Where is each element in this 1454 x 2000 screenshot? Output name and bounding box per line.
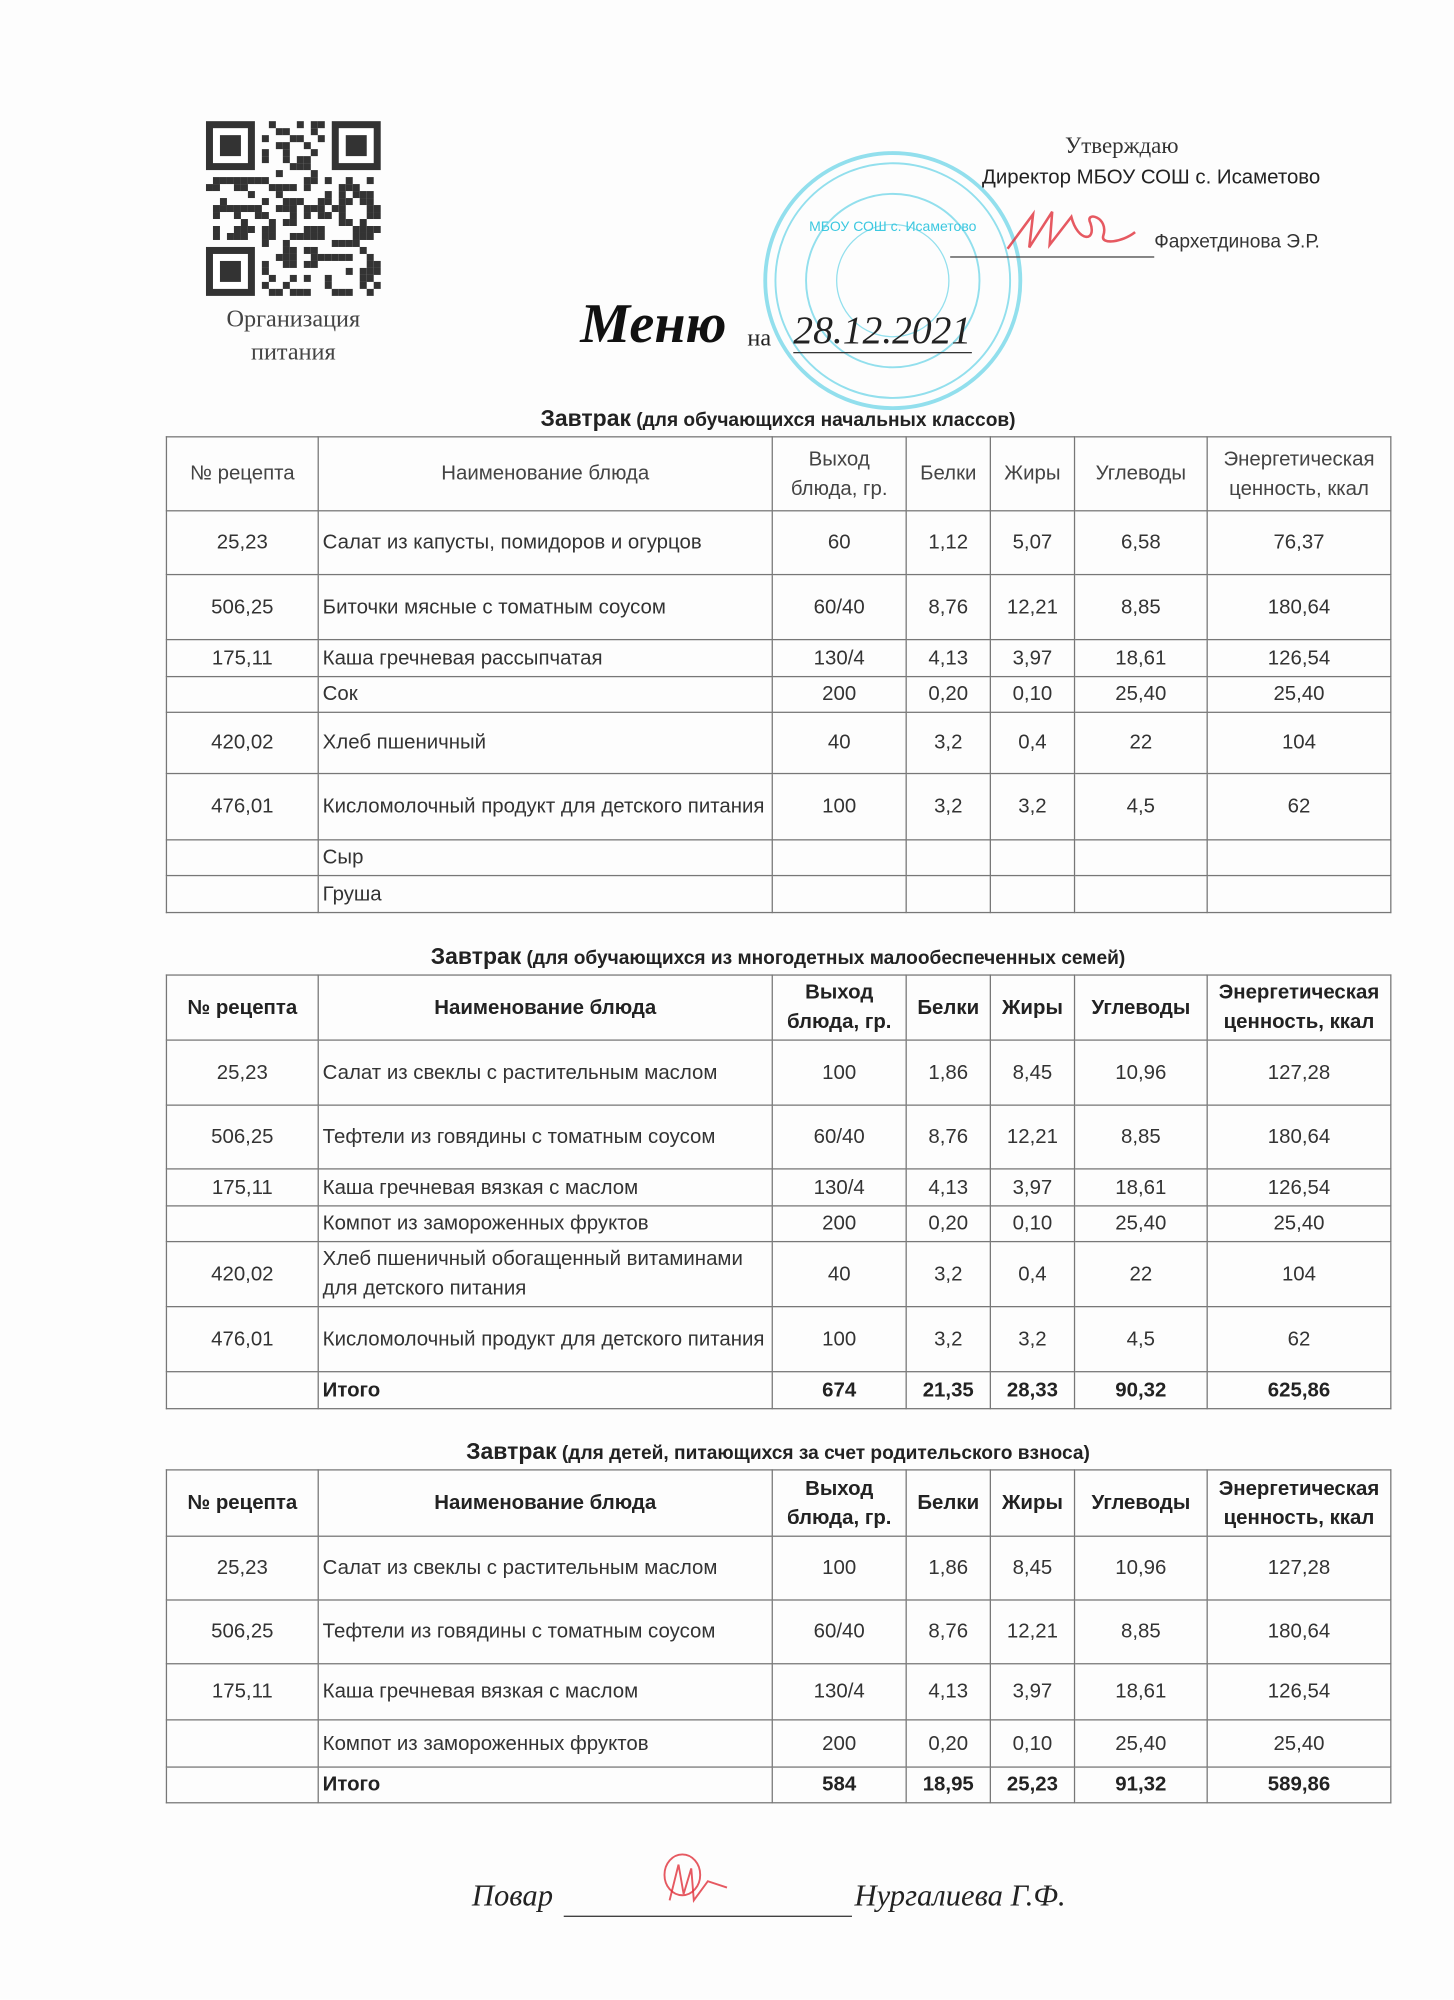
menu-on-label: на — [747, 325, 772, 353]
proteins-cell: 3,2 — [906, 1307, 990, 1372]
dish-name-cell: Сок — [318, 677, 772, 713]
proteins-cell: 8,76 — [906, 575, 990, 640]
menu-table — [166, 1469, 1392, 1803]
fats-cell — [990, 876, 1074, 913]
recipe-number-cell — [166, 840, 318, 876]
table-row — [166, 677, 1390, 713]
dish-name-cell: Компот из замороженных фруктов — [318, 1720, 772, 1767]
fats-cell: 12,21 — [990, 575, 1074, 640]
cook-label: Повар — [471, 1879, 554, 1914]
dish-name-cell: Груша — [318, 876, 772, 913]
proteins-cell — [906, 840, 990, 876]
table-row — [166, 575, 1390, 640]
table-row — [166, 1307, 1390, 1372]
cook-signature — [650, 1849, 739, 1913]
table-header-row — [166, 437, 1390, 511]
dish-name-cell: Сыр — [318, 840, 772, 876]
total-cell: Итого — [318, 1767, 772, 1803]
portion-cell: 100 — [772, 1040, 906, 1105]
total-cell: 91,32 — [1075, 1767, 1208, 1803]
energy-cell: 126,54 — [1207, 1169, 1391, 1206]
section-title-sub: (для обучающихся из многодетных малообеспеченных семей) — [526, 947, 1126, 970]
portion-cell: 200 — [772, 677, 906, 713]
column-header: Жиры — [990, 975, 1074, 1040]
dish-name-cell: Тефтели из говядины с томатным соусом — [318, 1105, 772, 1169]
energy-cell: 25,40 — [1207, 1206, 1391, 1242]
total-cell: 674 — [772, 1372, 906, 1409]
carbs-cell: 10,96 — [1075, 1536, 1208, 1600]
dish-name-cell: Салат из свеклы с растительным маслом — [318, 1040, 772, 1105]
carbs-cell: 8,85 — [1075, 1600, 1208, 1664]
column-header: № рецепта — [166, 975, 318, 1040]
energy-cell: 76,37 — [1207, 511, 1391, 575]
column-header: Наименование блюда — [318, 437, 772, 511]
table-row — [166, 876, 1390, 913]
recipe-number-cell — [166, 876, 318, 913]
fats-cell: 0,10 — [990, 1206, 1074, 1242]
column-header: Белки — [906, 975, 990, 1040]
portion-cell — [772, 876, 906, 913]
energy-cell: 104 — [1207, 1242, 1391, 1307]
cook-signature-line — [564, 1916, 852, 1917]
carbs-cell: 10,96 — [1075, 1040, 1208, 1105]
energy-cell: 62 — [1207, 1307, 1391, 1372]
column-header: Углеводы — [1075, 437, 1208, 511]
fats-cell: 3,97 — [990, 1169, 1074, 1206]
recipe-number-cell: 175,11 — [166, 1169, 318, 1206]
energy-cell: 180,64 — [1207, 575, 1391, 640]
cook-name: Нургалиева Г.Ф. — [854, 1879, 1066, 1914]
proteins-cell: 8,76 — [906, 1600, 990, 1664]
table-row — [166, 640, 1390, 677]
section-title — [166, 944, 1390, 971]
proteins-cell: 4,13 — [906, 1664, 990, 1720]
carbs-cell: 4,5 — [1075, 1307, 1208, 1372]
section-title — [166, 406, 1390, 433]
menu-date: 28.12.2021 — [793, 307, 972, 353]
total-cell: 21,35 — [906, 1372, 990, 1409]
column-header: Энергетическая ценность, ккал — [1207, 975, 1391, 1040]
energy-cell: 62 — [1207, 774, 1391, 840]
section-title-sub: (для детей, питающихся за счет родительского взноса) — [561, 1442, 1090, 1465]
recipe-number-cell — [166, 1720, 318, 1767]
energy-cell — [1207, 840, 1391, 876]
portion-cell: 60/40 — [772, 1105, 906, 1169]
table-row — [166, 1206, 1390, 1242]
qr-caption — [191, 304, 395, 370]
recipe-number-cell: 476,01 — [166, 1307, 318, 1372]
carbs-cell: 8,85 — [1075, 1105, 1208, 1169]
fats-cell: 3,2 — [990, 774, 1074, 840]
column-header: Выход блюда, гр. — [772, 437, 906, 511]
proteins-cell — [906, 876, 990, 913]
energy-cell: 25,40 — [1207, 1720, 1391, 1767]
proteins-cell: 1,86 — [906, 1536, 990, 1600]
column-header: Углеводы — [1075, 975, 1208, 1040]
qr-caption-line: Организация — [226, 306, 361, 333]
fats-cell: 0,10 — [990, 677, 1074, 713]
proteins-cell: 0,20 — [906, 1720, 990, 1767]
recipe-number-cell: 175,11 — [166, 640, 318, 677]
column-header: Наименование блюда — [318, 1470, 772, 1536]
proteins-cell: 0,20 — [906, 677, 990, 713]
carbs-cell: 18,61 — [1075, 1169, 1208, 1206]
energy-cell: 127,28 — [1207, 1040, 1391, 1105]
fats-cell: 3,97 — [990, 640, 1074, 677]
table-row — [166, 774, 1390, 840]
carbs-cell: 8,85 — [1075, 575, 1208, 640]
fats-cell: 3,97 — [990, 1664, 1074, 1720]
column-header: № рецепта — [166, 1470, 318, 1536]
portion-cell: 40 — [772, 1242, 906, 1307]
section-title — [166, 1439, 1390, 1466]
proteins-cell: 8,76 — [906, 1105, 990, 1169]
recipe-number-cell: 506,25 — [166, 1105, 318, 1169]
total-cell — [166, 1372, 318, 1409]
table-header-row — [166, 1470, 1390, 1536]
total-cell: 584 — [772, 1767, 906, 1803]
recipe-number-cell: 420,02 — [166, 1242, 318, 1307]
carbs-cell: 18,61 — [1075, 1664, 1208, 1720]
fats-cell: 12,21 — [990, 1105, 1074, 1169]
fats-cell: 8,45 — [990, 1040, 1074, 1105]
director-title: Директор МБОУ СОШ с. Исаметово — [982, 167, 1321, 189]
portion-cell: 130/4 — [772, 1169, 906, 1206]
column-header: Углеводы — [1075, 1470, 1208, 1536]
carbs-cell — [1075, 840, 1208, 876]
energy-cell: 126,54 — [1207, 640, 1391, 677]
energy-cell: 25,40 — [1207, 677, 1391, 713]
recipe-number-cell: 25,23 — [166, 1040, 318, 1105]
column-header: Белки — [906, 437, 990, 511]
table-row — [166, 840, 1390, 876]
carbs-cell: 25,40 — [1075, 1720, 1208, 1767]
table-header-row — [166, 975, 1390, 1040]
table-row — [166, 712, 1390, 773]
proteins-cell: 1,86 — [906, 1040, 990, 1105]
table-row — [166, 1242, 1390, 1307]
dish-name-cell: Кисломолочный продукт для детского питания — [318, 1307, 772, 1372]
fats-cell: 3,2 — [990, 1307, 1074, 1372]
table-total-row — [166, 1372, 1390, 1409]
table-total-row — [166, 1767, 1390, 1803]
fats-cell: 0,4 — [990, 712, 1074, 773]
menu-table — [166, 436, 1392, 913]
table-row — [166, 1040, 1390, 1105]
energy-cell: 180,64 — [1207, 1105, 1391, 1169]
table-row — [166, 1720, 1390, 1767]
dish-name-cell: Биточки мясные с томатным соусом — [318, 575, 772, 640]
portion-cell — [772, 840, 906, 876]
carbs-cell: 4,5 — [1075, 774, 1208, 840]
carbs-cell: 25,40 — [1075, 677, 1208, 713]
recipe-number-cell: 506,25 — [166, 1600, 318, 1664]
total-cell: 90,32 — [1075, 1372, 1208, 1409]
portion-cell: 200 — [772, 1720, 906, 1767]
carbs-cell: 25,40 — [1075, 1206, 1208, 1242]
portion-cell: 60/40 — [772, 1600, 906, 1664]
page-title: Меню — [580, 292, 727, 355]
section-title-main: Завтрак — [430, 943, 522, 970]
portion-cell: 60 — [772, 511, 906, 575]
recipe-number-cell — [166, 1206, 318, 1242]
total-cell — [166, 1767, 318, 1803]
column-header: Выход блюда, гр. — [772, 975, 906, 1040]
fats-cell: 5,07 — [990, 511, 1074, 575]
approve-label: Утверждаю — [1064, 132, 1179, 159]
dish-name-cell: Салат из свеклы с растительным маслом — [318, 1536, 772, 1600]
total-cell: 589,86 — [1207, 1767, 1391, 1803]
portion-cell: 130/4 — [772, 1664, 906, 1720]
table-row — [166, 1105, 1390, 1169]
portion-cell: 100 — [772, 774, 906, 840]
fats-cell: 0,4 — [990, 1242, 1074, 1307]
dish-name-cell: Каша гречневая вязкая с маслом — [318, 1664, 772, 1720]
carbs-cell: 22 — [1075, 1242, 1208, 1307]
section-title-sub: (для обучающихся начальных классов) — [636, 409, 1016, 432]
energy-cell: 180,64 — [1207, 1600, 1391, 1664]
fats-cell: 12,21 — [990, 1600, 1074, 1664]
energy-cell — [1207, 876, 1391, 913]
qr-code-icon — [204, 121, 383, 296]
total-cell: 18,95 — [906, 1767, 990, 1803]
portion-cell: 40 — [772, 712, 906, 773]
energy-cell: 127,28 — [1207, 1536, 1391, 1600]
recipe-number-cell: 175,11 — [166, 1664, 318, 1720]
recipe-number-cell — [166, 677, 318, 713]
dish-name-cell: Хлеб пшеничный обогащенный витаминами для детского питания — [318, 1242, 772, 1307]
column-header: Выход блюда, гр. — [772, 1470, 906, 1536]
table-row — [166, 511, 1390, 575]
portion-cell: 100 — [772, 1307, 906, 1372]
total-cell: 28,33 — [990, 1372, 1074, 1409]
column-header: Энергетическая ценность, ккал — [1207, 437, 1391, 511]
fats-cell: 8,45 — [990, 1536, 1074, 1600]
proteins-cell: 3,2 — [906, 774, 990, 840]
dish-name-cell: Кисломолочный продукт для детского питания — [318, 774, 772, 840]
table-row — [166, 1600, 1390, 1664]
total-cell: 25,23 — [990, 1767, 1074, 1803]
dish-name-cell: Каша гречневая рассыпчатая — [318, 640, 772, 677]
director-name: Фархетдинова Э.Р. — [1154, 230, 1320, 253]
column-header: Наименование блюда — [318, 975, 772, 1040]
section-title-main: Завтрак — [466, 1438, 557, 1465]
dish-name-cell: Каша гречневая вязкая с маслом — [318, 1169, 772, 1206]
proteins-cell: 3,2 — [906, 1242, 990, 1307]
dish-name-cell: Хлеб пшеничный — [318, 712, 772, 773]
carbs-cell: 22 — [1075, 712, 1208, 773]
column-header: № рецепта — [166, 437, 318, 511]
table-row — [166, 1664, 1390, 1720]
column-header: Жиры — [990, 437, 1074, 511]
recipe-number-cell: 25,23 — [166, 511, 318, 575]
recipe-number-cell: 25,23 — [166, 1536, 318, 1600]
energy-cell: 126,54 — [1207, 1664, 1391, 1720]
carbs-cell: 6,58 — [1075, 511, 1208, 575]
stamp-text: МБОУ СОШ с. Исаметово — [809, 217, 977, 234]
menu-table — [166, 974, 1392, 1409]
total-cell: 625,86 — [1207, 1372, 1391, 1409]
recipe-number-cell: 506,25 — [166, 575, 318, 640]
portion-cell: 60/40 — [772, 575, 906, 640]
table-row — [166, 1536, 1390, 1600]
recipe-number-cell: 420,02 — [166, 712, 318, 773]
carbs-cell — [1075, 876, 1208, 913]
carbs-cell: 18,61 — [1075, 640, 1208, 677]
proteins-cell: 4,13 — [906, 1169, 990, 1206]
column-header: Энергетическая ценность, ккал — [1207, 1470, 1391, 1536]
fats-cell: 0,10 — [990, 1720, 1074, 1767]
dish-name-cell: Тефтели из говядины с томатным соусом — [318, 1600, 772, 1664]
fats-cell — [990, 840, 1074, 876]
energy-cell: 104 — [1207, 712, 1391, 773]
recipe-number-cell: 476,01 — [166, 774, 318, 840]
dish-name-cell: Салат из капусты, помидоров и огурцов — [318, 511, 772, 575]
portion-cell: 200 — [772, 1206, 906, 1242]
total-cell: Итого — [318, 1372, 772, 1409]
column-header: Белки — [906, 1470, 990, 1536]
director-signature — [1001, 204, 1141, 261]
section-title-main: Завтрак — [540, 405, 631, 432]
column-header: Жиры — [990, 1470, 1074, 1536]
proteins-cell: 1,12 — [906, 511, 990, 575]
portion-cell: 100 — [772, 1536, 906, 1600]
portion-cell: 130/4 — [772, 640, 906, 677]
table-row — [166, 1169, 1390, 1206]
proteins-cell: 3,2 — [906, 712, 990, 773]
dish-name-cell: Компот из замороженных фруктов — [318, 1206, 772, 1242]
proteins-cell: 4,13 — [906, 640, 990, 677]
qr-caption-line: питания — [250, 339, 336, 367]
proteins-cell: 0,20 — [906, 1206, 990, 1242]
